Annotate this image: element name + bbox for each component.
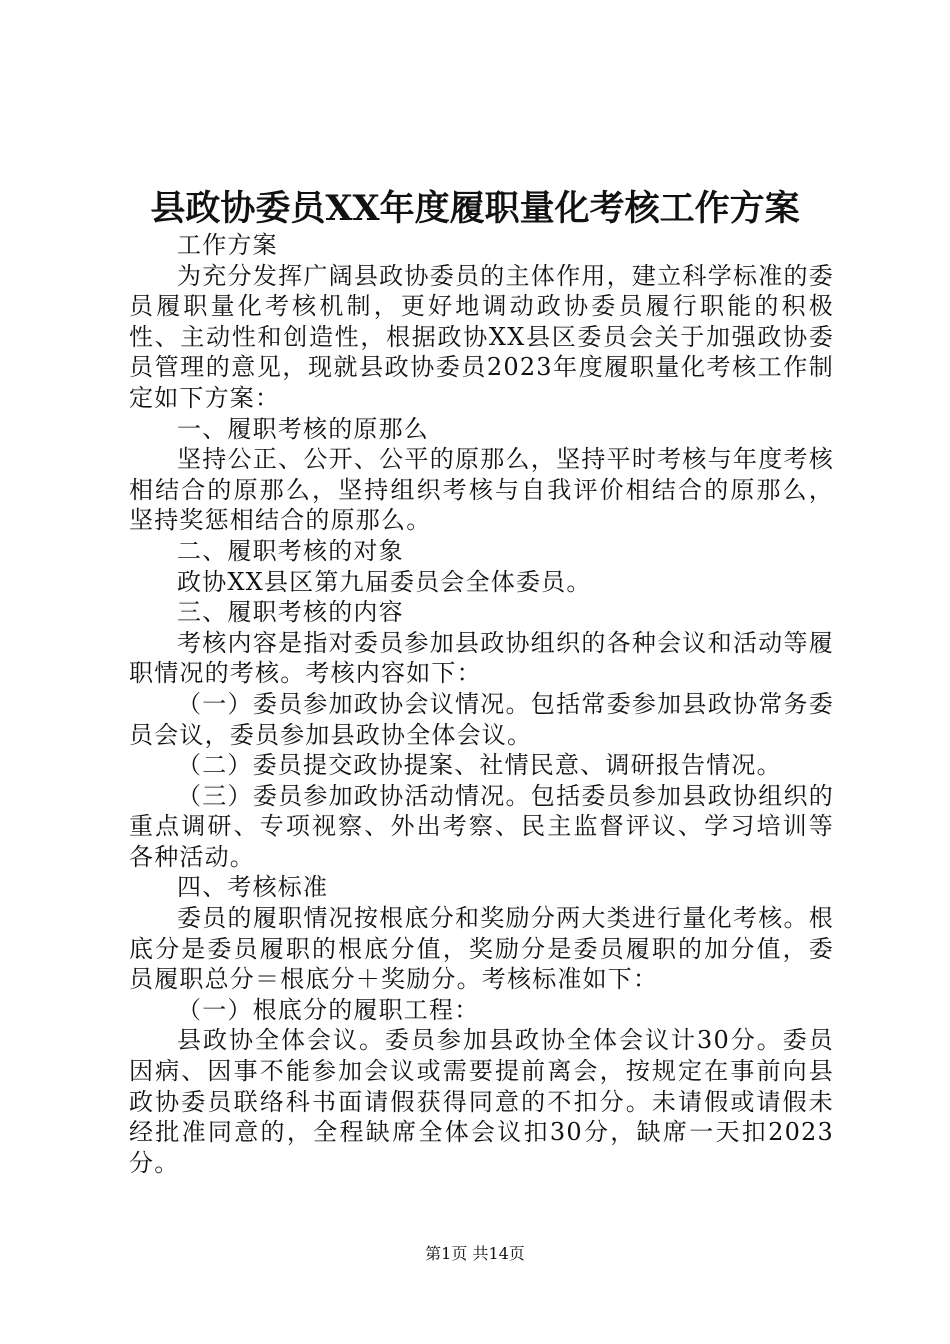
- body-paragraph: 委员的履职情况按根底分和奖励分两大类进行量化考核。根底分是委员履职的根底分值，奖励分是委员履职的加分值，委员履职总分＝根底分＋奖励分。考核标准如下：: [129, 904, 834, 994]
- section-heading: 三、履职考核的内容: [177, 598, 404, 627]
- subsection-heading: （一）根底分的履职工程：: [177, 995, 480, 1024]
- section-heading: 四、考核标准: [177, 873, 329, 902]
- section-heading: 二、履职考核的对象: [177, 536, 404, 565]
- body-paragraph: 坚持公正、公开、公平的原那么，坚持平时考核与年度考核相结合的原那么，坚持组织考核与自我评价相结合的原那么，坚持奖惩相结合的原那么。: [129, 445, 834, 535]
- body-paragraph: 考核内容是指对委员参加县政协组织的各种会议和活动等履职情况的考核。考核内容如下：: [129, 628, 834, 688]
- body-paragraph: 工作方案: [177, 231, 278, 259]
- list-item: （二）委员提交政协提案、社情民意、调研报告情况。: [177, 751, 782, 780]
- list-item: （一）委员参加政协会议情况。包括常委参加县政协常务委员会议，委员参加县政协全体会议。: [129, 689, 834, 749]
- section-heading: 一、履职考核的原那么: [177, 414, 429, 443]
- list-item: （三）委员参加政协活动情况。包括委员参加县政协组织的重点调研、专项视察、外出考察、民主监督评议、学习培训等各种活动。: [129, 781, 834, 871]
- document-body: [129, 230, 834, 1178]
- body-paragraph: 政协XX县区第九届委员会全体委员。: [177, 567, 592, 596]
- body-paragraph: 为充分发挥广阔县政协委员的主体作用，建立科学标准的委员履职量化考核机制，更好地调动政协委员履行职能的积极性、主动性和创造性，根据政协XX县区委员会关于加强政协委员管理的意见，现就县政协委员2023年度履职量化考核工作制定如下方案：: [129, 261, 834, 412]
- body-paragraph: 县政协全体会议。委员参加县政协全体会议计30分。委员因病、因事不能参加会议或需要提前离会，按规定在事前向县政协委员联络科书面请假获得同意的不扣分。未请假或请假未经批准同意的，全程缺席全体会议扣30分，缺席一天扣2023分。: [129, 1026, 834, 1177]
- document-title: 县政协委员XX年度履职量化考核工作方案: [150, 188, 800, 229]
- page-number-footer: 第1页 共14页: [425, 1244, 525, 1263]
